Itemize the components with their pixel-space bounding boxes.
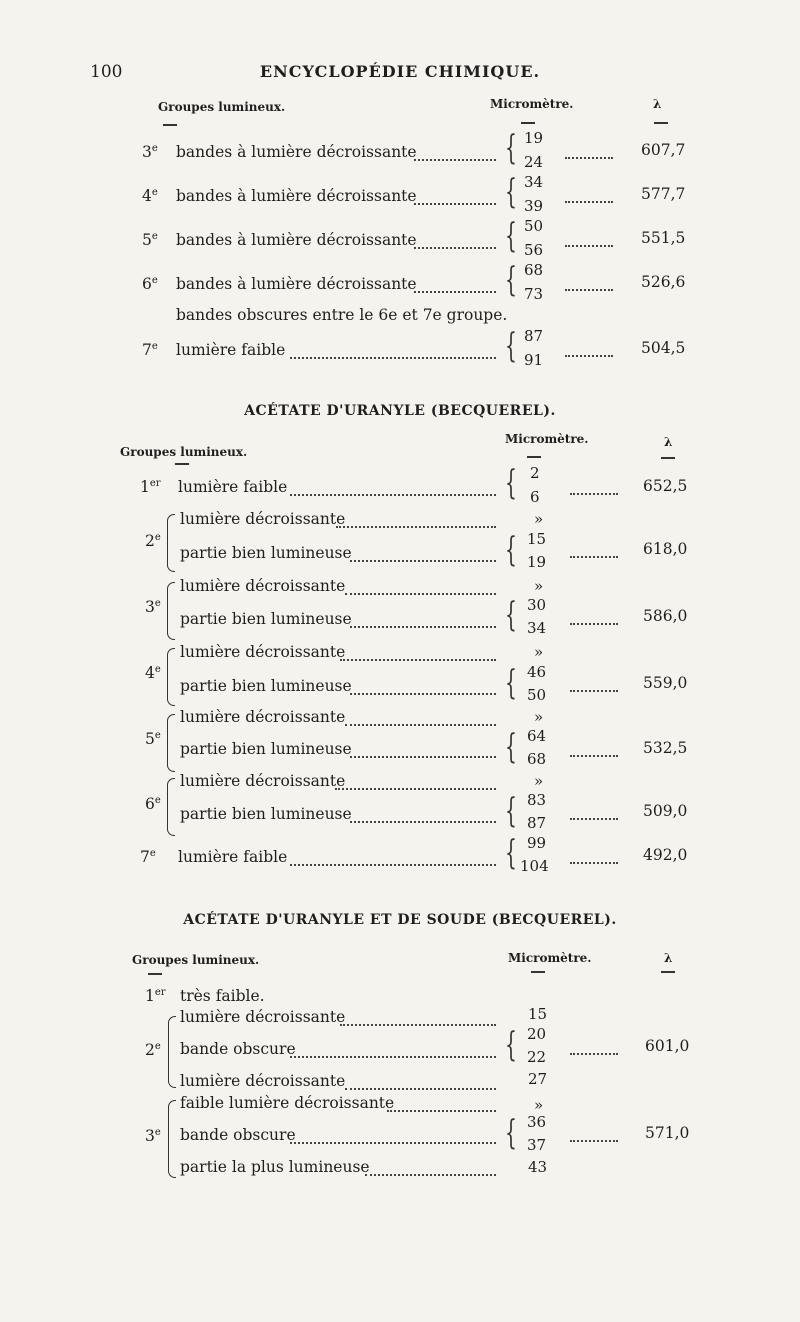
leader-dots <box>570 680 618 692</box>
running-title: ENCYCLOPÉDIE CHIMIQUE. <box>259 62 541 81</box>
leader-dots <box>290 854 496 866</box>
micrometer-value: 99 <box>527 834 547 852</box>
micrometer-value: 24 <box>524 153 544 171</box>
brace: { <box>505 663 517 703</box>
group-brace <box>167 778 175 836</box>
leader-dots <box>290 484 496 496</box>
group-rank: 2e <box>145 1041 161 1060</box>
leader-dots <box>570 852 618 864</box>
leader-dots <box>570 745 618 757</box>
leader-dots <box>414 193 496 205</box>
column-header-groups: Groupes lumineux. <box>132 953 260 967</box>
column-header-micrometer: Micromètre. <box>508 951 592 965</box>
brace: { <box>505 727 517 767</box>
group-sub-label: lumière décroissante <box>180 577 346 595</box>
micrometer-value: » <box>534 708 544 726</box>
leader-dots <box>565 235 613 247</box>
group-rank: 6e <box>145 795 161 814</box>
column-dash <box>148 973 162 975</box>
group-rank: 1er <box>140 478 161 497</box>
group-sub-label: partie la plus lumineuse <box>180 1158 370 1176</box>
leader-dots <box>340 1014 496 1026</box>
group-sub-label: lumière décroissante <box>180 510 346 528</box>
leader-dots <box>290 1046 496 1058</box>
micrometer-value: 46 <box>527 663 547 681</box>
leader-dots <box>350 811 496 823</box>
wavelength-value: 526,6 <box>641 273 686 291</box>
group-rank: 6e <box>142 275 158 294</box>
wavelength-value: 492,0 <box>643 846 688 864</box>
micrometer-value: » <box>534 577 544 595</box>
leader-dots <box>290 347 496 359</box>
micrometer-value: 15 <box>528 1005 548 1023</box>
micrometer-value: 83 <box>527 791 547 809</box>
group-label: bandes à lumière décroissante <box>176 231 417 249</box>
micrometer-value: 50 <box>524 217 544 235</box>
micrometer-value: 30 <box>527 596 547 614</box>
group-brace <box>167 714 175 772</box>
leader-dots <box>565 147 613 159</box>
group-label: lumière faible <box>176 341 286 359</box>
section-title: ACÉTATE D'URANYLE ET DE SOUDE (BECQUEREL). <box>183 912 617 928</box>
brace: { <box>505 216 517 256</box>
column-dash <box>531 971 545 973</box>
group-sub-label: lumière décroissante <box>180 1072 346 1090</box>
wavelength-value: 618,0 <box>643 540 688 558</box>
leader-dots <box>414 281 496 293</box>
micrometer-value: 64 <box>527 727 547 745</box>
wavelength-value: 509,0 <box>643 802 688 820</box>
leader-dots <box>350 550 496 562</box>
brace: { <box>505 172 517 212</box>
brace: { <box>505 128 517 168</box>
leader-dots <box>570 1130 618 1142</box>
group-sub-label: lumière décroissante <box>180 708 346 726</box>
leader-dots <box>365 1164 496 1176</box>
wavelength-value: 601,0 <box>645 1037 690 1055</box>
micrometer-value: 56 <box>524 241 544 259</box>
leader-dots <box>345 714 496 726</box>
leader-dots <box>335 778 496 790</box>
group-sub-label: lumière décroissante <box>180 643 346 661</box>
micrometer-value: 104 <box>520 857 549 875</box>
leader-dots <box>345 1078 496 1090</box>
micrometer-value: 2 <box>530 464 540 482</box>
group-brace <box>167 648 175 706</box>
column-dash <box>527 456 541 458</box>
micrometer-value: 68 <box>527 750 547 768</box>
wavelength-value: 559,0 <box>643 674 688 692</box>
micrometer-value: 87 <box>527 814 547 832</box>
group-sub-label: lumière décroissante <box>180 1008 346 1026</box>
leader-dots <box>336 516 496 528</box>
column-dash <box>654 122 668 124</box>
group-sub-label: partie bien lumineuse <box>180 805 352 823</box>
group-label: lumière faible <box>178 478 288 496</box>
group-rank: 1er <box>145 987 166 1006</box>
group-brace <box>167 514 175 572</box>
wavelength-value: 571,0 <box>645 1124 690 1142</box>
brace: { <box>505 326 517 366</box>
column-header-micrometer: Micromètre. <box>490 97 574 111</box>
group-sub-label: bande obscure <box>180 1040 296 1058</box>
wavelength-value: 607,7 <box>641 141 686 159</box>
micrometer-value: 6 <box>530 488 540 506</box>
group-sub-label: lumière décroissante <box>180 772 346 790</box>
column-dash <box>521 122 535 124</box>
micrometer-value: » <box>534 643 544 661</box>
column-header-groups: Groupes lumineux. <box>158 100 286 114</box>
leader-dots <box>565 345 613 357</box>
group-rank: 7e <box>140 848 156 867</box>
column-header-lambda: λ <box>664 435 673 449</box>
group-label: bandes à lumière décroissante <box>176 143 417 161</box>
brace: { <box>505 1025 517 1065</box>
group-label: lumière faible <box>178 848 288 866</box>
micrometer-value: 68 <box>524 261 544 279</box>
group-rank: 2e <box>145 532 161 551</box>
group-rank: 7e <box>142 341 158 360</box>
leader-dots <box>570 613 618 625</box>
wavelength-value: 586,0 <box>643 607 688 625</box>
micrometer-value: 20 <box>527 1025 547 1043</box>
micrometer-value: 34 <box>527 619 547 637</box>
group-brace <box>168 1016 176 1088</box>
group-sub-label: faible lumière décroissante <box>180 1094 395 1112</box>
group-brace <box>168 1100 176 1178</box>
group-brace <box>167 582 175 640</box>
micrometer-value: 15 <box>527 530 547 548</box>
column-header-micrometer: Micromètre. <box>505 432 589 446</box>
leader-dots <box>570 1043 618 1055</box>
leader-dots <box>570 808 618 820</box>
leader-dots <box>570 546 618 558</box>
leader-dots <box>350 616 496 628</box>
leader-dots <box>565 279 613 291</box>
leader-dots <box>345 583 496 595</box>
column-header-lambda: λ <box>664 951 673 965</box>
micrometer-value: 87 <box>524 327 544 345</box>
group-rank: 3e <box>142 143 158 162</box>
group-label: bandes à lumière décroissante <box>176 275 417 293</box>
column-dash <box>175 463 189 465</box>
group-label: bandes à lumière décroissante <box>176 187 417 205</box>
brace: { <box>505 463 517 503</box>
leader-dots <box>340 649 496 661</box>
leader-dots <box>565 191 613 203</box>
leader-dots <box>350 683 496 695</box>
micrometer-value: 27 <box>528 1070 548 1088</box>
page-number: 100 <box>90 62 123 82</box>
micrometer-value: 37 <box>527 1136 547 1154</box>
section-title: ACÉTATE D'URANYLE (BECQUEREL). <box>244 403 556 419</box>
micrometer-value: » <box>534 1096 544 1114</box>
micrometer-value: 91 <box>524 351 544 369</box>
note-text: bandes obscures entre le 6e et 7e groupe. <box>176 306 508 324</box>
group-sub-label: partie bien lumineuse <box>180 544 352 562</box>
column-dash <box>661 971 675 973</box>
micrometer-value: 43 <box>528 1158 548 1176</box>
column-dash <box>163 124 177 126</box>
group-rank: 5e <box>145 730 161 749</box>
group-rank: 5e <box>142 231 158 250</box>
group-rank: 4e <box>142 187 158 206</box>
wavelength-value: 577,7 <box>641 185 686 203</box>
wavelength-value: 504,5 <box>641 339 686 357</box>
micrometer-value: » <box>534 510 544 528</box>
column-header-lambda: λ <box>653 97 662 111</box>
brace: { <box>505 791 517 831</box>
micrometer-value: 22 <box>527 1048 547 1066</box>
group-sub-label: bande obscure <box>180 1126 296 1144</box>
brace: { <box>505 833 517 873</box>
micrometer-value: 19 <box>527 553 547 571</box>
wavelength-value: 551,5 <box>641 229 686 247</box>
micrometer-value: 73 <box>524 285 544 303</box>
brace: { <box>505 1113 517 1153</box>
leader-dots <box>414 149 496 161</box>
leader-dots <box>350 746 496 758</box>
column-header-groups: Groupes lumineux. <box>120 445 248 459</box>
group-label: très faible. <box>180 987 265 1005</box>
wavelength-value: 652,5 <box>643 477 688 495</box>
group-rank: 4e <box>145 664 161 683</box>
group-sub-label: partie bien lumineuse <box>180 610 352 628</box>
leader-dots <box>387 1100 496 1112</box>
leader-dots <box>290 1132 496 1144</box>
leader-dots <box>414 237 496 249</box>
micrometer-value: 19 <box>524 129 544 147</box>
group-sub-label: partie bien lumineuse <box>180 677 352 695</box>
brace: { <box>505 530 517 570</box>
group-rank: 3e <box>145 1127 161 1146</box>
leader-dots <box>570 483 618 495</box>
wavelength-value: 532,5 <box>643 739 688 757</box>
group-sub-label: partie bien lumineuse <box>180 740 352 758</box>
micrometer-value: 36 <box>527 1113 547 1131</box>
group-rank: 3e <box>145 598 161 617</box>
micrometer-value: 50 <box>527 686 547 704</box>
micrometer-value: » <box>534 772 544 790</box>
brace: { <box>505 260 517 300</box>
micrometer-value: 34 <box>524 173 544 191</box>
micrometer-value: 39 <box>524 197 544 215</box>
column-dash <box>661 457 675 459</box>
brace: { <box>505 595 517 635</box>
